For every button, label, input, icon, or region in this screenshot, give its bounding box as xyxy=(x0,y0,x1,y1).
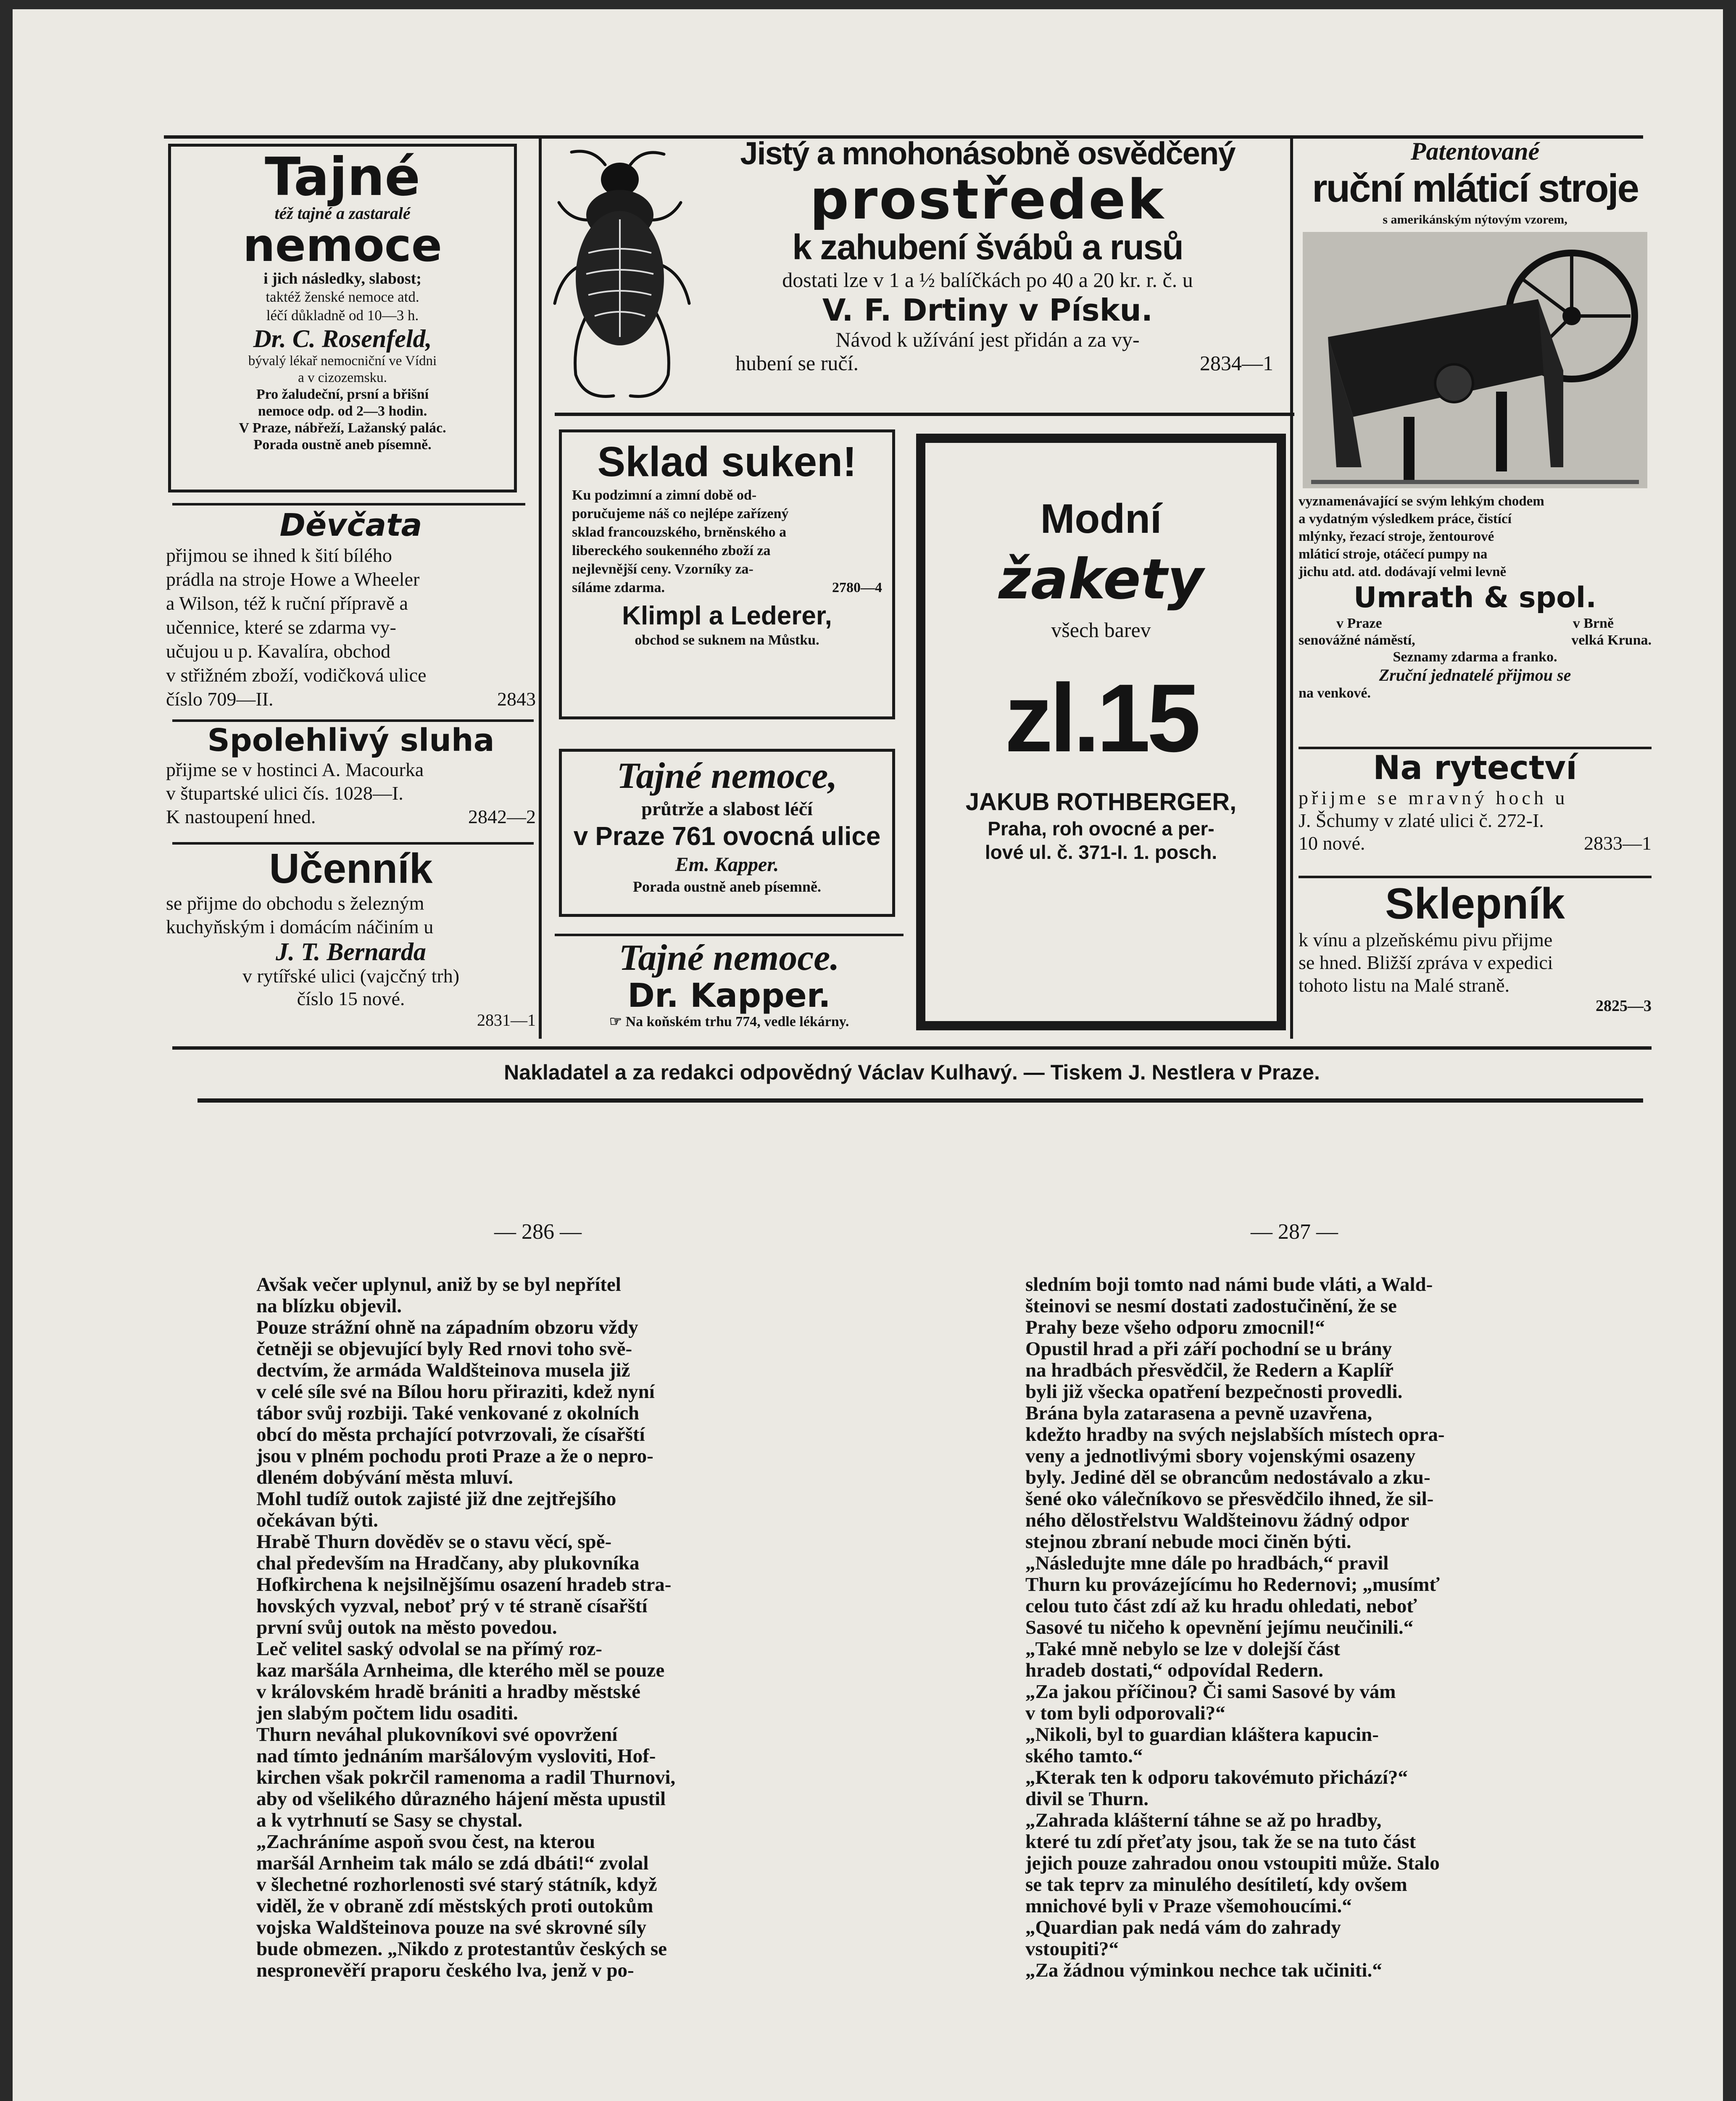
right-line: jejich pouze zahradou onou vstoupiti může. Stalo xyxy=(1025,1852,1440,1874)
right-line: šené oko válečníkovo se přesvědčilo ihned, že sil- xyxy=(1025,1488,1434,1510)
ad-sluha-title: Spolehlivý sluha xyxy=(207,722,495,758)
ad-sklepnik-title: Sklepník xyxy=(1385,879,1565,928)
ad-drtina-line1: Jistý a mnohonásobně osvědčený xyxy=(740,136,1235,171)
ad-sluha-num: 2842—2 xyxy=(468,806,536,827)
ad-sklepnik-line-1: se hned. Bližší zpráva v expedici xyxy=(1299,952,1553,973)
left-line: kirchen však pokrčil ramenoma a radil Thurnovi, xyxy=(256,1767,676,1788)
ad-umrath-line1: Patentované xyxy=(1410,137,1540,165)
ad-umrath-loc1: v Praze xyxy=(1336,616,1382,631)
left-line: četněji se objevující byly Red rnovi toho svě- xyxy=(256,1338,632,1360)
left-line: nad tímto jednáním maršálovým vysloviti, Hof- xyxy=(256,1745,656,1767)
ad-ucennik-num: 2831—1 xyxy=(477,1011,536,1029)
rule-left-2 xyxy=(172,719,534,722)
beetle-illustration xyxy=(546,140,698,417)
left-line: nespronevěří praporu českého lva, jenž v po- xyxy=(256,1959,634,1981)
ad-rosenfeld-line10: V Praze, nábřeží, Lažanský palác. xyxy=(239,420,446,436)
ad-sklad-num: 2780—4 xyxy=(832,580,882,595)
ad-zakety-price: zl.15 xyxy=(1004,664,1198,772)
rule-right-2 xyxy=(1299,876,1652,878)
left-line: tábor svůj rozbiji. Také venkované z okolních xyxy=(256,1402,639,1424)
left-line: Hofkirchena k nejsilnějšímu osazení hradeb stra- xyxy=(256,1574,672,1595)
ad-ucennik-line2-1: číslo 15 nové. xyxy=(297,988,405,1009)
right-line: hradeb dostati,“ odpovídal Redern. xyxy=(1025,1659,1324,1681)
ad-sklepnik xyxy=(1299,879,1652,1015)
rule-mid-1 xyxy=(555,413,1294,416)
story-right-column xyxy=(1025,1274,1580,1981)
left-line: jsou v plném pochodu proti Praze a že o nepro- xyxy=(256,1445,653,1467)
left-line: první svůj outok na město povedou. xyxy=(256,1617,557,1638)
ad-rytectvi xyxy=(1299,750,1652,855)
ad-devcata-last: číslo 709—II. xyxy=(166,688,274,710)
ad-sluha-line-1: v štupartské ulici čís. 1028—I. xyxy=(166,782,403,804)
ad-zakety-line1: Modní xyxy=(1040,495,1162,542)
threshing-machine-illustration xyxy=(1303,232,1647,488)
col-divider-1 xyxy=(539,135,542,1039)
right-line: „Kterak ten k odporu takovémuto přichází?“ xyxy=(1025,1767,1408,1788)
right-line: divil se Thurn. xyxy=(1025,1788,1149,1810)
right-line: „Následujte mne dále po hradbách,“ pravil xyxy=(1025,1552,1389,1574)
right-line: šteinovi se nesmí dostati zadostučinění, že se xyxy=(1025,1295,1397,1317)
ad-sluha xyxy=(166,723,536,829)
left-line: v královském hradě brániti a hradby městské xyxy=(256,1681,640,1703)
ad-rytectvi-title: Na rytectví xyxy=(1373,749,1577,787)
left-line: kaz maršála Arnheima, dle kterého měl se pouze xyxy=(256,1659,665,1681)
ad-devcata-line-5: v střižném zboží, vodičková ulice xyxy=(166,664,427,686)
ad-ucennik xyxy=(166,845,536,1030)
right-line: Prahy beze všeho odporu zmocnil!“ xyxy=(1025,1316,1325,1338)
left-line: na blízku objevil. xyxy=(256,1295,402,1317)
ad-zakety-title: žakety xyxy=(998,547,1204,612)
left-page-number: — 286 — xyxy=(494,1220,582,1244)
ad-zakety-name: JAKUB ROTHBERGER, xyxy=(965,788,1237,816)
right-line: vstoupiti?“ xyxy=(1025,1938,1119,1960)
ad-rosenfeld-line6: bývalý lékař nemocniční ve Vídni xyxy=(248,353,437,369)
ad-zakety xyxy=(916,434,1286,1030)
ad-tajne2-line2: v Praze 761 ovocná ulice xyxy=(573,822,881,851)
ad-zakety-line4: lové ul. č. 371-I. 1. posch. xyxy=(985,841,1217,863)
left-line: Thurn neváhal plukovníkovi své opovržení xyxy=(256,1724,618,1746)
ad-rosenfeld-line4: taktéž ženské nemoce atd. xyxy=(266,289,419,305)
ad-drtina xyxy=(685,135,1290,375)
ad-sklad-line-1: poručujeme náš co nejlépe zařízený xyxy=(572,506,789,521)
right-line: Brána byla zatarasena a pevně uzavřena, xyxy=(1025,1402,1372,1424)
right-line: „Také mně nebylo se lze v dolejší část xyxy=(1025,1638,1340,1660)
left-line: Hrabě Thurn dověděv se o stavu věcí, spě- xyxy=(256,1531,612,1553)
ad-drtina-num: 2834—1 xyxy=(1200,351,1273,375)
footer-imprint: Nakladatel a za redakci odpovědný Václav Kulhavý. — Tiskem J. Nestlera v Praze. xyxy=(504,1061,1320,1084)
ad-devcata xyxy=(166,507,536,711)
ad-rytectvi-line-0: přijme se mravný hoch u xyxy=(1299,787,1568,808)
right-line: kdežto hradby na svých nejslabších místech opra- xyxy=(1025,1424,1445,1445)
ad-umrath-loc1b: v Brně xyxy=(1573,616,1614,631)
ad-devcata-line-2: a Wilson, též k ruční přípravě a xyxy=(166,592,408,614)
rule-left-1 xyxy=(172,503,525,506)
left-line: v šlechetné rozhorlenosti své starý státník, když xyxy=(256,1874,657,1896)
ad-umrath-body xyxy=(1299,492,1652,702)
ad-tajne2-line1: průtrže a slabost léčí xyxy=(641,798,813,819)
ad-umrath-loc2b: velká Kruna. xyxy=(1571,632,1652,648)
ad-zakety-line2: všech barev xyxy=(1051,618,1151,642)
ad-ucennik-line-0: se přijme do obchodu s železným xyxy=(166,893,424,914)
left-line: Avšak večer uplynul, aniž by se byl nepřítel xyxy=(256,1274,621,1295)
right-line: které tu zdí přeťaty jsou, tak že se na tuto část xyxy=(1025,1831,1416,1853)
ad-umrath-body-line-2: mlýnky, řezací stroje, žentourové xyxy=(1299,529,1494,544)
ad-sklad-line-0: Ku podzimní a zimní době od- xyxy=(572,487,757,503)
ad-rosenfeld-line3: i jich následky, slabost; xyxy=(263,270,421,287)
ad-tajne3-name: Dr. Kapper. xyxy=(627,977,831,1015)
ad-sklepnik-num: 2825—3 xyxy=(1596,997,1652,1015)
ad-tajne2-name: Em. Kapper. xyxy=(675,853,779,876)
right-line: ného dělostřelstvu Waldšteinovu žádný odpor xyxy=(1025,1509,1409,1531)
ad-drtina-line5: hubení se ručí. xyxy=(735,351,859,375)
col-divider-2 xyxy=(1290,135,1293,1039)
right-line: byly. Jediné děl se obrancům nedostávalo a zku- xyxy=(1025,1466,1430,1488)
ad-umrath-line5: na venkové. xyxy=(1299,685,1371,701)
right-line: stejnou zbraní nebude moci činěn býti. xyxy=(1025,1531,1351,1553)
left-line: jen slabým počtem lidu osaditi. xyxy=(256,1702,518,1724)
ad-devcata-line-4: učujou u p. Kavalíra, obchod xyxy=(166,640,390,662)
left-line: vojska Waldšteinova pouze na své skrovné síly xyxy=(256,1917,646,1938)
ad-sluha-last: K nastoupení hned. xyxy=(166,806,316,827)
right-line: „Nikoli, byl to guardian kláštera kapucin- xyxy=(1025,1724,1379,1746)
ad-ucennik-line-1: kuchyňským i domácím náčiním u xyxy=(166,916,434,937)
right-line: „Za žádnou výminkou nechce tak učiniti.“ xyxy=(1025,1959,1382,1981)
threshing-machine-icon xyxy=(1303,232,1647,488)
right-line: veny a jednotlivými sbory vojenskými osazeny xyxy=(1025,1445,1416,1467)
right-line: se tak teprv za minulého desítiletí, kdy ovšem xyxy=(1025,1874,1407,1896)
right-line: celou tuto část zdí až ku hradu ohledati, neboť xyxy=(1025,1595,1417,1617)
ad-rosenfeld-line8: Pro žaludeční, prsní a břišní xyxy=(256,387,429,402)
ad-rosenfeld xyxy=(168,144,517,492)
rule-mid-2 xyxy=(555,934,904,936)
ad-drtina-line3: dostati lze v 1 a ½ balíčkách po 40 a 20 kr. r. č. u xyxy=(782,268,1193,292)
ad-sklad-line-2: sklad francouzského, brněnského a xyxy=(572,524,787,540)
ad-sklad-title: Sklad suken! xyxy=(597,438,857,485)
left-line: Mohl tudíž outok zajisté již dne zejtřejšího xyxy=(256,1488,616,1510)
rule-left-3 xyxy=(172,842,534,845)
right-line: sledním boji tomto nad námi bude vláti, a Wald- xyxy=(1025,1274,1433,1295)
right-line: v tom byli odporovali?“ xyxy=(1025,1702,1225,1724)
ad-sklad-addr: obchod se suknem na Můstku. xyxy=(635,632,819,648)
ad-rosenfeld-name: Dr. C. Rosenfeld, xyxy=(253,325,432,353)
ad-devcata-line-0: přijmou se ihned k šití bílého xyxy=(166,545,392,566)
footer-rule-bottom xyxy=(198,1098,1643,1103)
ad-drtina-name: V. F. Drtiny v Písku. xyxy=(822,292,1153,328)
left-line: a k vytrhnutí se Sasy se chystal. xyxy=(256,1809,523,1831)
right-line: Sasové tu ničeho k opevnění jejímu neučinili.“ xyxy=(1025,1617,1414,1638)
left-line: maršál Arnheim tak málo se zdá dbáti!“ zvolal xyxy=(256,1852,649,1874)
right-line: Thurn ku provázejícímu ho Redernovi; „musímť xyxy=(1025,1574,1440,1595)
left-line: bude obmezen. „Nikdo z protestantův českých se xyxy=(256,1938,667,1960)
left-line: dectvím, že armáda Waldšteinova musela již xyxy=(256,1359,630,1381)
ad-rytectvi-num: 2833—1 xyxy=(1584,832,1652,854)
ad-drtina-line4: Návod k užívání jest přidán a za vy- xyxy=(835,328,1140,351)
ad-ucennik-title: Učenník xyxy=(269,845,433,892)
ad-umrath-title: ruční mláticí stroje xyxy=(1312,166,1638,210)
ad-rosenfeld-line11: Porada oustně aneb písemně. xyxy=(253,437,432,453)
ad-sklad-name: Klimpl a Lederer, xyxy=(622,601,832,630)
ad-devcata-num: 2843 xyxy=(497,688,536,710)
ad-sluha-line-0: přijme se v hostinci A. Macourka xyxy=(166,759,424,780)
ad-umrath-line3: Seznamy zdarma a franko. xyxy=(1393,649,1557,665)
ad-rosenfeld-line2: též tajné a zastaralé xyxy=(274,204,411,223)
beetle-icon xyxy=(546,140,698,417)
left-line: v celé síle své na Bílou horu přiraziti, kdež nyní xyxy=(256,1381,655,1403)
left-line: Pouze strážní ohně na západním obzoru vždy xyxy=(256,1316,638,1338)
ad-tajne2-title: Tajné nemoce, xyxy=(616,756,838,796)
ad-rosenfeld-line7: a v cizozemsku. xyxy=(298,370,387,385)
ad-umrath xyxy=(1299,137,1652,228)
right-line: mnichové byli v Praze všemohoucími.“ xyxy=(1025,1895,1352,1917)
left-line: viděl, že v obraně zdí městských proti outokům xyxy=(256,1895,653,1917)
story-left-column xyxy=(256,1274,819,1981)
ad-tajne3-title: Tajné nemoce. xyxy=(619,937,840,978)
ad-rosenfeld-line9: nemoce odp. od 2—3 hodin. xyxy=(258,403,427,419)
right-line: byli již všecka opatření bezpečnosti provedli. xyxy=(1025,1381,1403,1403)
left-line: aby od všelikého důrazného hájení města upustil xyxy=(256,1788,666,1810)
footer-rule-top xyxy=(172,1046,1652,1050)
ad-rosenfeld-title: Tajné xyxy=(264,147,421,208)
right-line: „Quardian pak nedá vám do zahrady xyxy=(1025,1917,1341,1938)
ad-rytectvi-line-1: J. Šchumy v zlaté ulici č. 272-I. xyxy=(1299,810,1544,831)
ad-umrath-body-line-4: jichu atd. atd. dodávají velmi levně xyxy=(1299,564,1507,579)
ad-sklad-line-3: libereckého soukenného zboží za xyxy=(572,543,771,558)
ad-tajne2-line3: Porada oustně aneb písemně. xyxy=(632,878,822,895)
ad-ucennik-line2-0: v rytířské ulici (vajcčný trh) xyxy=(242,965,460,987)
newspaper-page xyxy=(13,9,1723,2101)
ad-umrath-body-line-1: a vydatným výsledkem práce, čistící xyxy=(1299,511,1512,527)
ad-drtina-title: prostředek xyxy=(810,168,1165,232)
ad-rosenfeld-line5: léčí důkladně od 10—3 h. xyxy=(266,307,419,324)
right-line: „Za jakou příčinou? Či sami Sasové by vám xyxy=(1025,1681,1396,1703)
ad-umrath-line4: Zruční jednatelé přijmou se xyxy=(1379,666,1571,685)
ad-umrath-line2: s amerikánským nýtovým vzorem, xyxy=(1383,213,1567,226)
left-line: dleném dobývání města mluví. xyxy=(256,1466,514,1488)
ad-umrath-loc2: senovážné náměstí, xyxy=(1299,632,1415,648)
ad-umrath-body-line-3: mláticí stroje, otáčecí pumpy na xyxy=(1299,547,1488,562)
ad-rytectvi-last: 10 nové. xyxy=(1299,832,1365,854)
ad-sklepnik-last: tohoto listu na Malé straně. xyxy=(1299,974,1510,996)
ad-sklad-line-4: nejlevnější ceny. Vzorníky za- xyxy=(572,561,753,577)
right-line: „Zahrada klášterní táhne se až po hradby, xyxy=(1025,1809,1382,1831)
ad-devcata-line-3: učennice, které se zdarma vy- xyxy=(166,616,396,638)
ad-umrath-name: Umrath & spol. xyxy=(1353,581,1597,614)
ad-sklepnik-line-0: k vínu a plzeňskému pivu přijme xyxy=(1299,929,1553,950)
left-line: hovských vyzval, neboť prý v té straně císařští xyxy=(256,1595,648,1617)
left-line: očekávan býti. xyxy=(256,1509,378,1531)
ad-zakety-line3: Praha, roh ovocné a per- xyxy=(988,818,1214,840)
ad-umrath-body-line-0: vyznamenávající se svým lehkým chodem xyxy=(1299,494,1544,509)
right-page-number: — 287 — xyxy=(1251,1220,1338,1244)
right-line: Opustil hrad a při září pochodní se u brány xyxy=(1025,1338,1392,1360)
left-line: chal především na Hradčany, aby plukovníka xyxy=(256,1552,640,1574)
ad-tajne3-addr: Na koňském trhu 774, vedle lékárny. xyxy=(625,1014,849,1029)
ad-drtina-line2: k zahubení švábů a rusů xyxy=(792,227,1183,267)
ad-tajne3 xyxy=(555,938,904,1030)
ad-sklad-last: síláme zdarma. xyxy=(572,580,665,595)
ad-ucennik-name: J. T. Bernarda xyxy=(276,938,426,966)
right-line: na hradbách přesvědčil, že Redern a Kaplíř xyxy=(1025,1359,1394,1381)
left-line: obcí do města prchající potvrzovali, že císařští xyxy=(256,1424,645,1445)
ad-devcata-line-1: prádla na stroje Howe a Wheeler xyxy=(166,569,420,590)
left-line: Leč velitel saský odvolal se na přímý roz- xyxy=(256,1638,602,1660)
right-line: ského tamto.“ xyxy=(1025,1745,1143,1767)
left-line: „Zachráníme aspoň svou čest, na kterou xyxy=(256,1831,595,1853)
pointing-hand-icon: ☞ xyxy=(609,1014,626,1029)
ad-tajne2 xyxy=(559,749,895,917)
ad-devcata-title: Děvčata xyxy=(279,507,422,543)
ad-rosenfeld-title2: nemoce xyxy=(242,219,443,272)
ad-sklad xyxy=(559,429,895,719)
